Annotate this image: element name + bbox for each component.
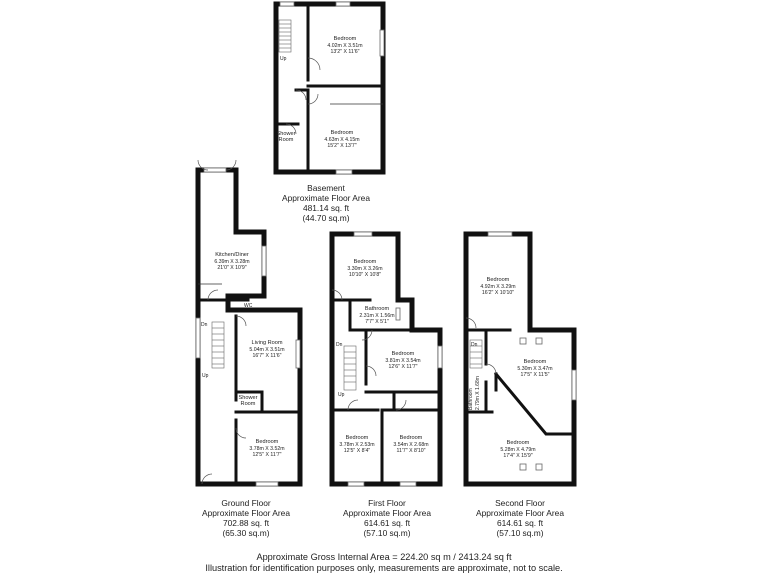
basement-up-label: Up xyxy=(280,56,287,62)
first-bedroom-4-name: Bedroom xyxy=(399,435,423,441)
ground-bedroom-name: Bedroom xyxy=(255,439,279,445)
gross-area-text: Approximate Gross Internal Area = 224.20 sq m / 2413.24 sq ft xyxy=(256,552,512,562)
second-area-label: Approximate Floor Area xyxy=(476,508,564,518)
basement-area-label: Approximate Floor Area xyxy=(282,193,370,203)
ground-bedroom-metric: 3.78m X 3.52m xyxy=(249,446,285,452)
basement-shower-name: Shower xyxy=(276,131,296,137)
ground-dn-label: Dn xyxy=(201,322,208,328)
second-bedroom-3-name: Bedroom xyxy=(506,440,530,446)
ground-bedroom-imperial: 12'5" X 11'7" xyxy=(252,452,282,458)
first-bedroom-3-metric: 3.78m X 2.53m xyxy=(339,442,375,448)
first-bathroom-imperial: 7'7" X 5'1" xyxy=(365,319,389,325)
second-bedroom-3-metric: 5.28m X 4.79m xyxy=(500,447,536,453)
basement-floor-name: Basement xyxy=(307,183,345,193)
ground-kitchen-name: Kitchen/Diner xyxy=(215,252,249,258)
first-bedroom-4-metric: 3.54m X 2.68m xyxy=(393,442,429,448)
basement-bedroom-2-name: Bedroom xyxy=(330,130,354,136)
ground-floor-name: Ground Floor xyxy=(221,498,271,508)
basement-area-sqm: (44.70 sq.m) xyxy=(302,213,350,223)
first-bedroom-3-imperial: 12'5" X 8'4" xyxy=(343,448,371,454)
second-bedroom-1-imperial: 16'2" X 10'10" xyxy=(481,290,515,296)
second-bedroom-1-metric: 4.92m X 3.29m xyxy=(480,284,516,290)
ground-area-sqft: 702.88 sq. ft xyxy=(222,518,270,528)
first-stairs xyxy=(344,346,356,390)
second-area-sqft: 614.61 sq. ft xyxy=(496,518,544,528)
second-dn-label: Dn xyxy=(471,342,478,348)
basement-bedroom-2-metric: 4.63m X 4.15m xyxy=(324,137,360,143)
first-bedroom-2-name: Bedroom xyxy=(391,351,415,357)
basement-bedroom-1-imperial: 13'2" X 11'6" xyxy=(330,49,360,55)
basement-area-sqft: 481.14 sq. ft xyxy=(302,203,350,213)
ground-area-sqm: (65.30 sq.m) xyxy=(222,528,270,538)
ground-living-imperial: 16'7" X 11'6" xyxy=(252,353,282,359)
ground-kitchen-imperial: 21'0" X 10'9" xyxy=(217,265,247,271)
first-area-label: Approximate Floor Area xyxy=(343,508,431,518)
first-bedroom-1-metric: 3.30m X 3.26m xyxy=(347,266,383,272)
ground-shower-sub: Room xyxy=(240,401,256,407)
ground-wc-label: WC xyxy=(244,303,253,309)
first-up-label: Up xyxy=(338,392,345,398)
first-floor-plan xyxy=(332,232,442,486)
first-bathroom-name: Bathroom xyxy=(364,306,390,312)
second-bathroom-metric: 2.79m X 1.68m xyxy=(475,376,481,410)
ground-living-metric: 5.04m X 3.51m xyxy=(249,347,285,353)
second-bedroom-2-metric: 5.30m X 3.47m xyxy=(517,366,553,372)
first-bedroom-1-name: Bedroom xyxy=(353,259,377,265)
ground-floor-plan xyxy=(196,160,300,486)
second-bathroom-name: Bathroom xyxy=(468,388,474,410)
first-bedroom-4-imperial: 11'7" X 8'10" xyxy=(396,448,426,454)
basement-shower-sub: Room xyxy=(278,137,294,143)
second-bedroom-1-name: Bedroom xyxy=(486,277,510,283)
ground-stairs xyxy=(212,322,224,368)
first-bedroom-2-imperial: 12'6" X 11'7" xyxy=(388,364,418,370)
ground-shower-name: Shower xyxy=(238,395,258,401)
ground-living-name: Living Room xyxy=(251,340,283,346)
ground-up-label: Up xyxy=(202,373,209,379)
second-area-sqm: (57.10 sq.m) xyxy=(496,528,544,538)
first-bedroom-1-imperial: 10'10" X 10'8" xyxy=(348,272,382,278)
second-bedroom-3-imperial: 17'4" X 15'9" xyxy=(503,453,533,459)
first-bedroom-3-name: Bedroom xyxy=(345,435,369,441)
ground-kitchen-metric: 6.39m X 3.28m xyxy=(214,259,250,265)
second-floor-name: Second Floor xyxy=(495,498,545,508)
first-bedroom-2-metric: 3.81m X 3.54m xyxy=(385,358,421,364)
basement-stairs xyxy=(279,20,291,52)
basement-bedroom-1-metric: 4.02m X 3.51m xyxy=(327,43,363,49)
basement-bedroom-2-imperial: 15'2" X 13'7" xyxy=(327,143,357,149)
first-area-sqft: 614.61 sq. ft xyxy=(363,518,411,528)
second-floor-plan xyxy=(466,232,576,484)
ground-area-label: Approximate Floor Area xyxy=(202,508,290,518)
first-dn-label: Dn xyxy=(336,342,343,348)
first-floor-name: First Floor xyxy=(368,498,406,508)
second-bedroom-2-imperial: 17'5" X 11'5" xyxy=(520,372,550,378)
first-area-sqm: (57.10 sq.m) xyxy=(363,528,411,538)
second-bedroom-2-name: Bedroom xyxy=(523,359,547,365)
disclaimer-text: Illustration for identification purposes only, measurements are approximate, not to scale. xyxy=(205,563,563,573)
basement-plan xyxy=(276,2,384,174)
ground-outer-wall xyxy=(198,170,300,484)
first-bathroom-metric: 2.31m X 1.56m xyxy=(359,313,395,319)
basement-bedroom-1-name: Bedroom xyxy=(333,36,357,42)
